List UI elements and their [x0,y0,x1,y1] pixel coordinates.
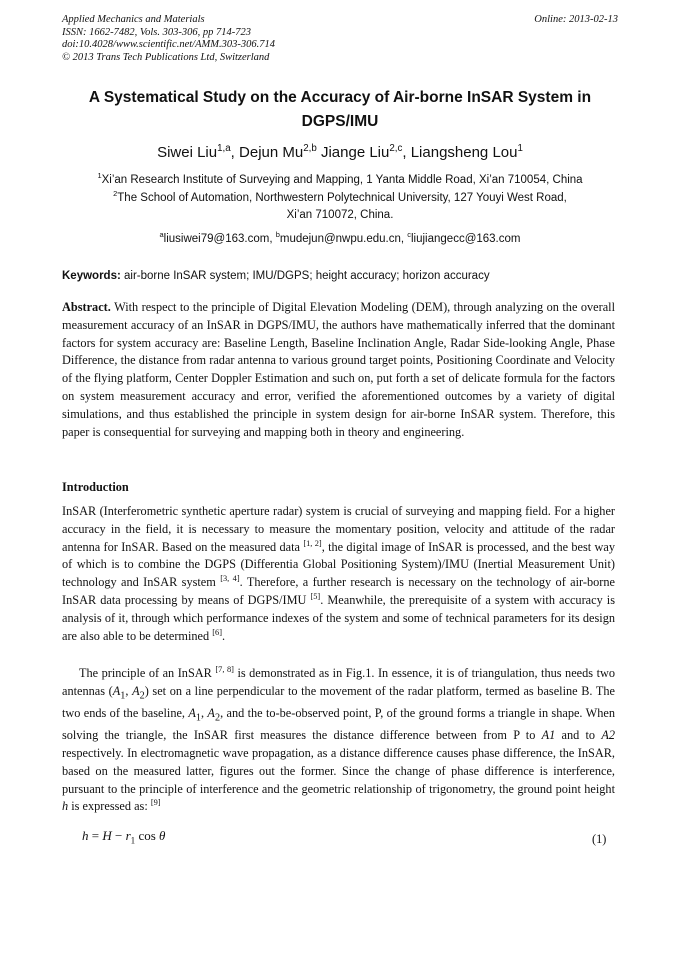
doi-line: doi:10.4028/www.scientific.net/AMM.303-306.714 [62,39,275,50]
author-sup: 1,a [217,143,231,154]
eq-r-sub: 1 [130,835,136,846]
var-sub: 1 [120,690,126,702]
equation-1 [82,828,165,846]
email-sup: c [407,230,411,240]
citation-ref[interactable]: [7, 8] [215,664,234,674]
var-sub: 1 [549,728,556,743]
keywords-text: air-borne InSAR system; IMU/DGPS; height accuracy; horizon accuracy [124,270,490,282]
keywords-label: Keywords: [62,270,121,282]
eq-h: h [82,828,89,843]
journal-header [62,14,618,64]
text-run: InSAR (Interferometric synthetic aperture radar) system is crucial of surveying and mapping field. For a higher accuracy in the field, it is necessary to measure the momentary position, velocity and attitude of the radar antenna for InSAR. Based on the measured data [62,504,615,554]
affiliation-line [62,207,618,225]
text-run: . Therefore, a further research is necessary on the technology of air-borne InSAR data processing by means of DGPS/IMU [62,575,615,607]
citation-ref[interactable]: [5] [310,591,321,601]
section-heading-introduction: Introduction [62,480,129,494]
var-sub: 2 [608,728,615,743]
text-run: and the to-be-observed point, P, of the ground forms a triangle in shape. When solving the triangle, the InSAR first measures the distance difference between from P to [62,706,615,743]
text-run: is demonstrated as in Fig.1. In essence, it is of triangulation, thus needs two antennas ( [62,666,616,698]
copyright-line: © 2013 Trans Tech Publications Ltd, Switzerland [62,51,270,63]
paper-title: A Systematical Study on the Accuracy of Air-borne InSAR System in DGPS/IMU [88,89,592,130]
var-a: A [541,728,550,743]
citation-ref[interactable]: [9] [150,798,161,808]
affiliation-text: Xi’an 710072, China. [286,209,394,221]
citation-ref[interactable]: [6] [212,627,222,637]
var-sub: 2 [214,712,221,724]
keywords-line [62,268,618,284]
eq-minus: − [111,828,126,843]
affiliations [62,172,618,225]
text-run: . [221,628,226,643]
affiliation-sup: 2 [113,188,118,198]
online-date: Online: 2013-02-13 [534,14,618,25]
email-list: $^a$liusiwei79@163.com, $^b$mudejun@nwpu.edu.cn, $^c$liujiangecc@163.com [159,230,521,245]
author-sup: 1 [517,143,523,154]
eq-r: r [125,828,131,843]
author-name: Dejun Mu [239,144,304,161]
affiliation-text: Xi’an Research Institute of Surveying and Mapping, 1 Yanta Middle Road, Xi’an 710054, China [101,174,583,186]
journal-name: Applied Mechanics and Materials [62,14,205,25]
abstract-paragraph [62,299,615,441]
eq-theta: θ [159,828,166,843]
text-run: , [125,683,133,698]
var-a: A [132,683,140,698]
text-run: respectively. In electromagnetic wave propagation, as a distance difference causes phase difference, the InSAR, based on the measured latter, figures out the former. Since the change of phase difference is interference, pursuant to the principle of interference and the geometric relationship of trigonometry, the ground point height [62,746,615,796]
intro-paragraph-2: The principle of an InSAR [7, 8] is demonstrated as in Fig.1. In essence, it is of triangulation, thus needs two antennas ($A_1$, $A_2$) set on a line perpendicular to the movement of the radar platform, termed as baseline B. The two ends of the baseline, $A_1$, $A_2$, and the to-be-observed point, P, of the ground forms a triangle in shape. When solving the triangle, the InSAR first measures the distance difference between from P to A1 and to A2 respectively. In electromagnetic wave propagation, as a distance difference causes phase difference, the InSAR, based on the measured latter, figures out the former. Since the change of phase difference is interference, pursuant to the principle of interference and the geometric relationship of trigonometry, the ground point height h is expressed as: [9] [62,664,616,814]
equation-number: (1) [592,832,607,846]
text-run: is expressed as: [71,799,148,814]
var-a: A [207,706,215,721]
var-a: A [601,728,609,743]
author-name: Siwei Liu [157,144,218,161]
text-run: , the digital image of InSAR is processed, and the best way of which is to combine the DGPS (Differentia Global Positioning System)/IMU (Inertial Measurement Unit) technology and InSAR system [62,539,616,590]
author-sup: 2,c [389,143,403,154]
affiliation-sup: 1 [97,171,102,181]
affiliation-line [62,172,618,190]
author-sup: 2,b [303,143,317,154]
eq-H: H [102,828,112,843]
author-name: Jiange Liu [320,144,390,161]
eq-equals: = [88,828,103,843]
var-h: h [62,799,69,814]
author-list: Siwei Liu$^{1,a}$, Dejun Mu$^{2,b}$ Jiange Liu$^{2,c}$, Liangsheng Lou$^1$ [157,143,523,161]
text-run: . Meanwhile, the prerequisite of a system with accuracy is analysis of it, through which performance indexes of the system and some of technical parameters for its design are also able to be determined [62,592,615,643]
affiliation-line [62,190,618,208]
var-a: A [112,683,121,698]
var-a: A [188,706,196,721]
abstract-label: Abstract. [62,300,111,314]
text-run: The principle of an InSAR [79,666,212,680]
email-sup: b [275,230,280,240]
var-sub: 2 [139,690,145,702]
intro-paragraph-1 [62,503,615,645]
text-run: ) set on a line perpendicular to the movement of the radar platform, termed as baseline B. The two ends of the baseline, [62,683,615,721]
email-link[interactable]: liujiangecc@163.com [411,233,521,245]
affiliation-text: The School of Automation, Northwestern Polytechnical University, 127 Youyi West Road, [117,191,567,204]
citation-ref[interactable]: [3, 4] [220,574,240,584]
email-link[interactable]: mudejun@nwpu.edu.cn [279,233,401,245]
var-sub: 1 [195,712,201,724]
text-run: and to [561,728,596,743]
email-link[interactable]: liusiwei79@163.com [163,233,270,245]
email-sup: a [159,230,164,240]
author-name: Liangsheng Lou [410,144,518,161]
issn-line: ISSN: 1662-7482, Vols. 303-306, pp 714-723 [62,26,251,38]
abstract-text: With respect to the principle of Digital Elevation Modeling (DEM), through analyzing on the overall measurement accuracy of an InSAR in DGPS/IMU, the authors have mathematically inferred that the dominant factors for system accuracy are: Baseline Length, Baseline Inclination Angle, Radar Side-looking Angle, Phase Difference, the distance from radar antenna to various ground target points, Positioning Coordinate and Velocity of the flying platform, Center Doppler Estimation and such on, put forth a set of delicate formula for the factors on system measurement accuracy and error, verified the aforementioned outcomes by a variety of digital simulations, and thus established the principle in system design for air-borne InSAR system. Therefore, this paper is consequential for surveying and mapping both in theory and engineering. [62,300,615,439]
citation-ref[interactable]: [1, 2] [303,538,322,548]
eq-cos: cos [135,828,160,843]
